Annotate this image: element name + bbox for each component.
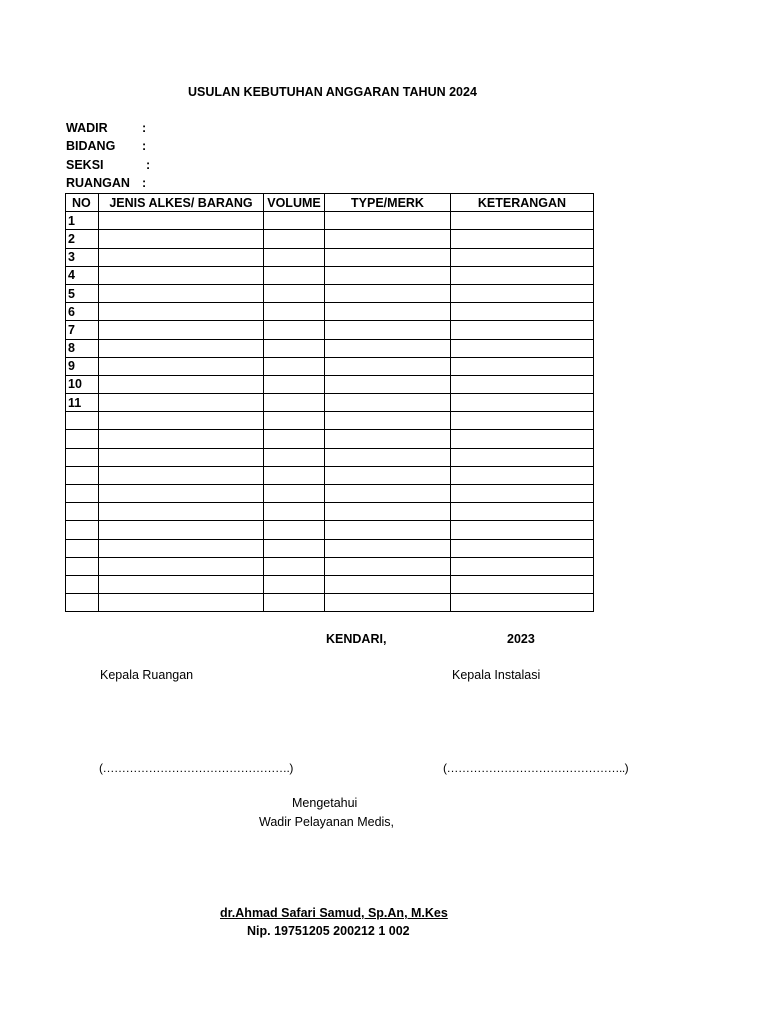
document-title: USULAN KEBUTUHAN ANGGARAN TAHUN 2024	[188, 85, 477, 99]
field-label: RUANGAN	[66, 176, 130, 190]
cell-volume	[264, 503, 325, 521]
cell-keterangan	[451, 321, 594, 339]
cell-volume	[264, 339, 325, 357]
cell-volume	[264, 375, 325, 393]
cell-type-merk	[325, 485, 451, 503]
cell-volume	[264, 266, 325, 284]
cell-volume	[264, 557, 325, 575]
cell-keterangan	[451, 284, 594, 302]
field-label: BIDANG	[66, 139, 116, 153]
cell-keterangan	[451, 394, 594, 412]
field-label: WADIR	[66, 121, 108, 135]
cell-volume	[264, 521, 325, 539]
header-type-merk: TYPE/MERK	[325, 194, 451, 212]
field-wadir	[66, 121, 166, 138]
table-row	[66, 357, 594, 375]
left-signature-role: Kepala Ruangan	[100, 668, 194, 682]
right-signature-line: (………………………………………..)	[443, 761, 629, 775]
cell-type-merk	[325, 412, 451, 430]
cell-item	[99, 212, 264, 230]
cell-no: 6	[66, 303, 99, 321]
cell-keterangan	[451, 521, 594, 539]
cell-keterangan	[451, 575, 594, 593]
cell-volume	[264, 303, 325, 321]
table-row	[66, 485, 594, 503]
table-row	[66, 212, 594, 230]
cell-no: 2	[66, 230, 99, 248]
cell-type-merk	[325, 430, 451, 448]
table-row	[66, 575, 594, 593]
cell-item	[99, 375, 264, 393]
table-row	[66, 466, 594, 484]
cell-no	[66, 575, 99, 593]
field-colon: :	[142, 176, 147, 190]
cell-no	[66, 521, 99, 539]
cell-type-merk	[325, 466, 451, 484]
cell-item	[99, 394, 264, 412]
cell-no: 9	[66, 357, 99, 375]
cell-keterangan	[451, 266, 594, 284]
cell-no	[66, 430, 99, 448]
cell-no	[66, 466, 99, 484]
cell-volume	[264, 321, 325, 339]
cell-volume	[264, 485, 325, 503]
cell-volume	[264, 539, 325, 557]
cell-type-merk	[325, 521, 451, 539]
date-year: 2023	[507, 632, 535, 646]
header-keterangan: KETERANGAN	[451, 194, 594, 212]
cell-keterangan	[451, 303, 594, 321]
table-header-row	[66, 194, 594, 212]
cell-no: 7	[66, 321, 99, 339]
cell-type-merk	[325, 212, 451, 230]
field-colon: :	[146, 158, 151, 172]
cell-type-merk	[325, 284, 451, 302]
approver-name: dr.Ahmad Safari Samud, Sp.An, M.Kes	[220, 906, 448, 920]
cell-type-merk	[325, 557, 451, 575]
cell-item	[99, 521, 264, 539]
cell-volume	[264, 412, 325, 430]
header-item: JENIS ALKES/ BARANG	[99, 194, 264, 212]
cell-type-merk	[325, 575, 451, 593]
field-ruangan	[66, 176, 166, 193]
cell-item	[99, 557, 264, 575]
cell-type-merk	[325, 321, 451, 339]
cell-keterangan	[451, 357, 594, 375]
cell-item	[99, 466, 264, 484]
cell-item	[99, 284, 264, 302]
table-row	[66, 375, 594, 393]
cell-no	[66, 594, 99, 612]
cell-type-merk	[325, 503, 451, 521]
cell-keterangan	[451, 412, 594, 430]
cell-type-merk	[325, 303, 451, 321]
cell-no: 8	[66, 339, 99, 357]
cell-volume	[264, 466, 325, 484]
approver-nip: Nip. 19751205 200212 1 002	[247, 924, 410, 938]
cell-item	[99, 430, 264, 448]
table-row	[66, 248, 594, 266]
header-no: NO	[66, 194, 99, 212]
cell-type-merk	[325, 594, 451, 612]
cell-type-merk	[325, 357, 451, 375]
cell-item	[99, 539, 264, 557]
cell-keterangan	[451, 448, 594, 466]
table-row	[66, 539, 594, 557]
cell-volume	[264, 284, 325, 302]
cell-item	[99, 339, 264, 357]
field-bidang	[66, 139, 166, 156]
cell-no	[66, 485, 99, 503]
cell-type-merk	[325, 339, 451, 357]
table-row	[66, 284, 594, 302]
table-row	[66, 339, 594, 357]
cell-item	[99, 321, 264, 339]
cell-volume	[264, 594, 325, 612]
field-colon: :	[142, 139, 147, 153]
cell-keterangan	[451, 466, 594, 484]
cell-volume	[264, 230, 325, 248]
cell-volume	[264, 430, 325, 448]
table-row	[66, 521, 594, 539]
cell-item	[99, 230, 264, 248]
cell-keterangan	[451, 339, 594, 357]
cell-item	[99, 357, 264, 375]
cell-item	[99, 485, 264, 503]
table-row	[66, 266, 594, 284]
field-colon: :	[142, 121, 147, 135]
cell-type-merk	[325, 448, 451, 466]
cell-no: 1	[66, 212, 99, 230]
cell-item	[99, 503, 264, 521]
table-row	[66, 557, 594, 575]
cell-type-merk	[325, 230, 451, 248]
field-label: SEKSI	[66, 158, 104, 172]
cell-keterangan	[451, 503, 594, 521]
cell-volume	[264, 575, 325, 593]
cell-keterangan	[451, 375, 594, 393]
cell-type-merk	[325, 539, 451, 557]
table-row	[66, 430, 594, 448]
table-row	[66, 594, 594, 612]
table-row	[66, 303, 594, 321]
cell-no: 11	[66, 394, 99, 412]
cell-type-merk	[325, 394, 451, 412]
approval-role: Wadir Pelayanan Medis,	[259, 815, 395, 829]
cell-item	[99, 303, 264, 321]
table-row	[66, 321, 594, 339]
cell-item	[99, 248, 264, 266]
right-signature-role: Kepala Instalasi	[452, 668, 541, 682]
cell-no	[66, 503, 99, 521]
table-row	[66, 448, 594, 466]
cell-no: 4	[66, 266, 99, 284]
cell-type-merk	[325, 248, 451, 266]
cell-no	[66, 557, 99, 575]
cell-no	[66, 539, 99, 557]
cell-item	[99, 594, 264, 612]
cell-volume	[264, 394, 325, 412]
cell-volume	[264, 212, 325, 230]
cell-no: 10	[66, 375, 99, 393]
header-volume: VOLUME	[264, 194, 325, 212]
cell-keterangan	[451, 539, 594, 557]
table-row	[66, 412, 594, 430]
cell-keterangan	[451, 430, 594, 448]
cell-volume	[264, 448, 325, 466]
cell-item	[99, 412, 264, 430]
field-seksi	[66, 158, 166, 175]
approval-heading: Mengetahui	[292, 796, 358, 810]
cell-keterangan	[451, 230, 594, 248]
cell-item	[99, 575, 264, 593]
cell-no	[66, 448, 99, 466]
cell-no: 5	[66, 284, 99, 302]
cell-no: 3	[66, 248, 99, 266]
cell-keterangan	[451, 594, 594, 612]
cell-keterangan	[451, 248, 594, 266]
budget-table	[65, 193, 594, 612]
cell-no	[66, 412, 99, 430]
table-row	[66, 503, 594, 521]
table-row	[66, 230, 594, 248]
date-place: KENDARI,	[326, 632, 387, 646]
cell-item	[99, 448, 264, 466]
cell-keterangan	[451, 212, 594, 230]
cell-keterangan	[451, 557, 594, 575]
cell-type-merk	[325, 375, 451, 393]
cell-volume	[264, 248, 325, 266]
cell-keterangan	[451, 485, 594, 503]
cell-item	[99, 266, 264, 284]
cell-type-merk	[325, 266, 451, 284]
cell-volume	[264, 357, 325, 375]
table-row	[66, 394, 594, 412]
left-signature-line: (………………………………………….)	[99, 761, 293, 775]
